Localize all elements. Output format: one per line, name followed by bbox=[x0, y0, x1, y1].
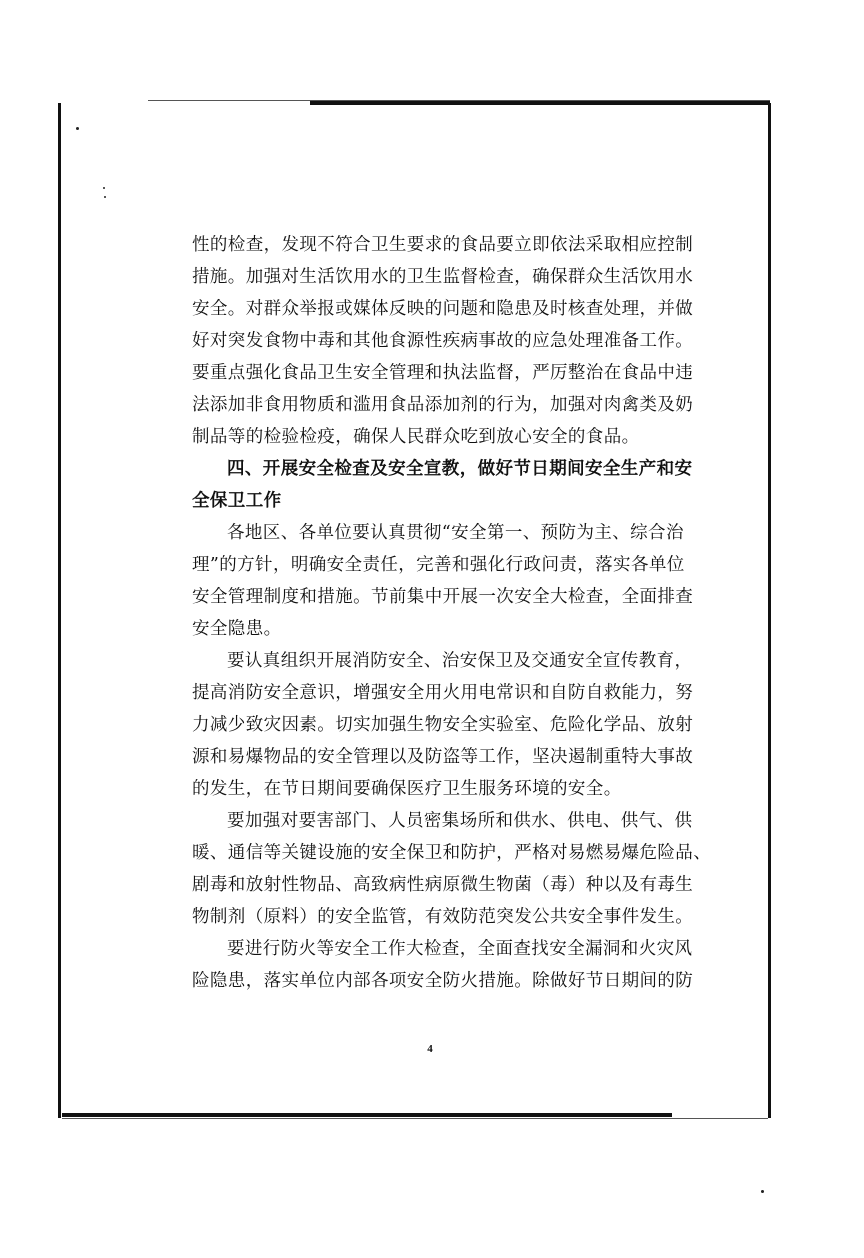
section-heading: 全保卫工作 bbox=[192, 491, 282, 511]
paragraph-line: 好对突发食物中毒和其他食源性疾病事故的应急处理准备工作。 bbox=[192, 331, 694, 351]
footer-rule-thin bbox=[62, 1118, 768, 1119]
footer-rule-thick bbox=[62, 1113, 672, 1117]
paragraph-line: 制品等的检验检疫，确保人民群众吃到放心安全的食品。 bbox=[192, 427, 640, 447]
scan-speck bbox=[103, 187, 105, 189]
scan-speck bbox=[104, 196, 106, 198]
paragraph-line: 的发生，在节日期间要确保医疗卫生服务环境的安全。 bbox=[192, 779, 622, 799]
section-heading: 四、开展安全检查及安全宣教，做好节日期间安全生产和安 bbox=[227, 459, 693, 479]
paragraph-line: 要加强对要害部门、人员密集场所和供水、供电、供气、供 bbox=[227, 811, 693, 831]
paragraph-line: 要进行防火等安全工作大检查，全面查找安全漏洞和火灾风 bbox=[227, 939, 693, 959]
paragraph-line: 要重点强化食品卫生安全管理和执法监督，严厉整治在食品中违 bbox=[192, 363, 694, 383]
paragraph-line: 提高消防安全意识，增强安全用火用电常识和自防自救能力，努 bbox=[192, 683, 694, 703]
document-body bbox=[192, 229, 712, 997]
paragraph-line: 法添加非食用物质和滥用食品添加剂的行为，加强对肉禽类及奶 bbox=[192, 395, 694, 415]
right-margin-bar bbox=[768, 103, 771, 1118]
paragraph-line: 险隐患，落实单位内部各项安全防火措施。除做好节日期间的防 bbox=[192, 971, 694, 991]
paragraph-line: 力减少致灾因素。切实加强生物安全实验室、危险化学品、放射 bbox=[192, 715, 694, 735]
scan-speck bbox=[761, 1190, 764, 1193]
paragraph-line: 剧毒和放射性物品、高致病性病原微生物菌（毒）种以及有毒生 bbox=[192, 875, 694, 895]
paragraph-line: 各地区、各单位要认真贯彻“安全第一、预防为主、综合治 bbox=[227, 523, 684, 543]
paragraph-line: 安全隐患。 bbox=[192, 619, 282, 639]
paragraph-line: 安全。对群众举报或媒体反映的问题和隐患及时核查处理，并做 bbox=[192, 299, 694, 319]
paragraph-line: 性的检查，发现不符合卫生要求的食品要立即依法采取相应控制 bbox=[192, 235, 694, 255]
header-rule-thick bbox=[310, 101, 770, 105]
paragraph-line: 理”的方针，明确安全责任，完善和强化行政问责，落实各单位 bbox=[192, 555, 685, 575]
paragraph-line: 措施。加强对生活饮用水的卫生监督检查，确保群众生活饮用水 bbox=[192, 267, 694, 287]
paragraph-line: 安全管理制度和措施。节前集中开展一次安全大检查，全面排查 bbox=[192, 587, 694, 607]
paragraph-line: 源和易爆物品的安全管理以及防盗等工作，坚决遏制重特大事故 bbox=[192, 747, 694, 767]
paragraph-line: 要认真组织开展消防安全、治安保卫及交通安全宣传教育， bbox=[227, 651, 693, 671]
page-number: 4 bbox=[427, 1043, 433, 1055]
paragraph-line: 暖、通信等关键设施的安全保卫和防护，严格对易燃易爆危险品、 bbox=[192, 843, 712, 863]
scan-speck bbox=[76, 127, 79, 130]
left-margin-bar bbox=[58, 103, 61, 1118]
paragraph-line: 物制剂（原料）的安全监管，有效防范突发公共安全事件发生。 bbox=[192, 907, 694, 927]
